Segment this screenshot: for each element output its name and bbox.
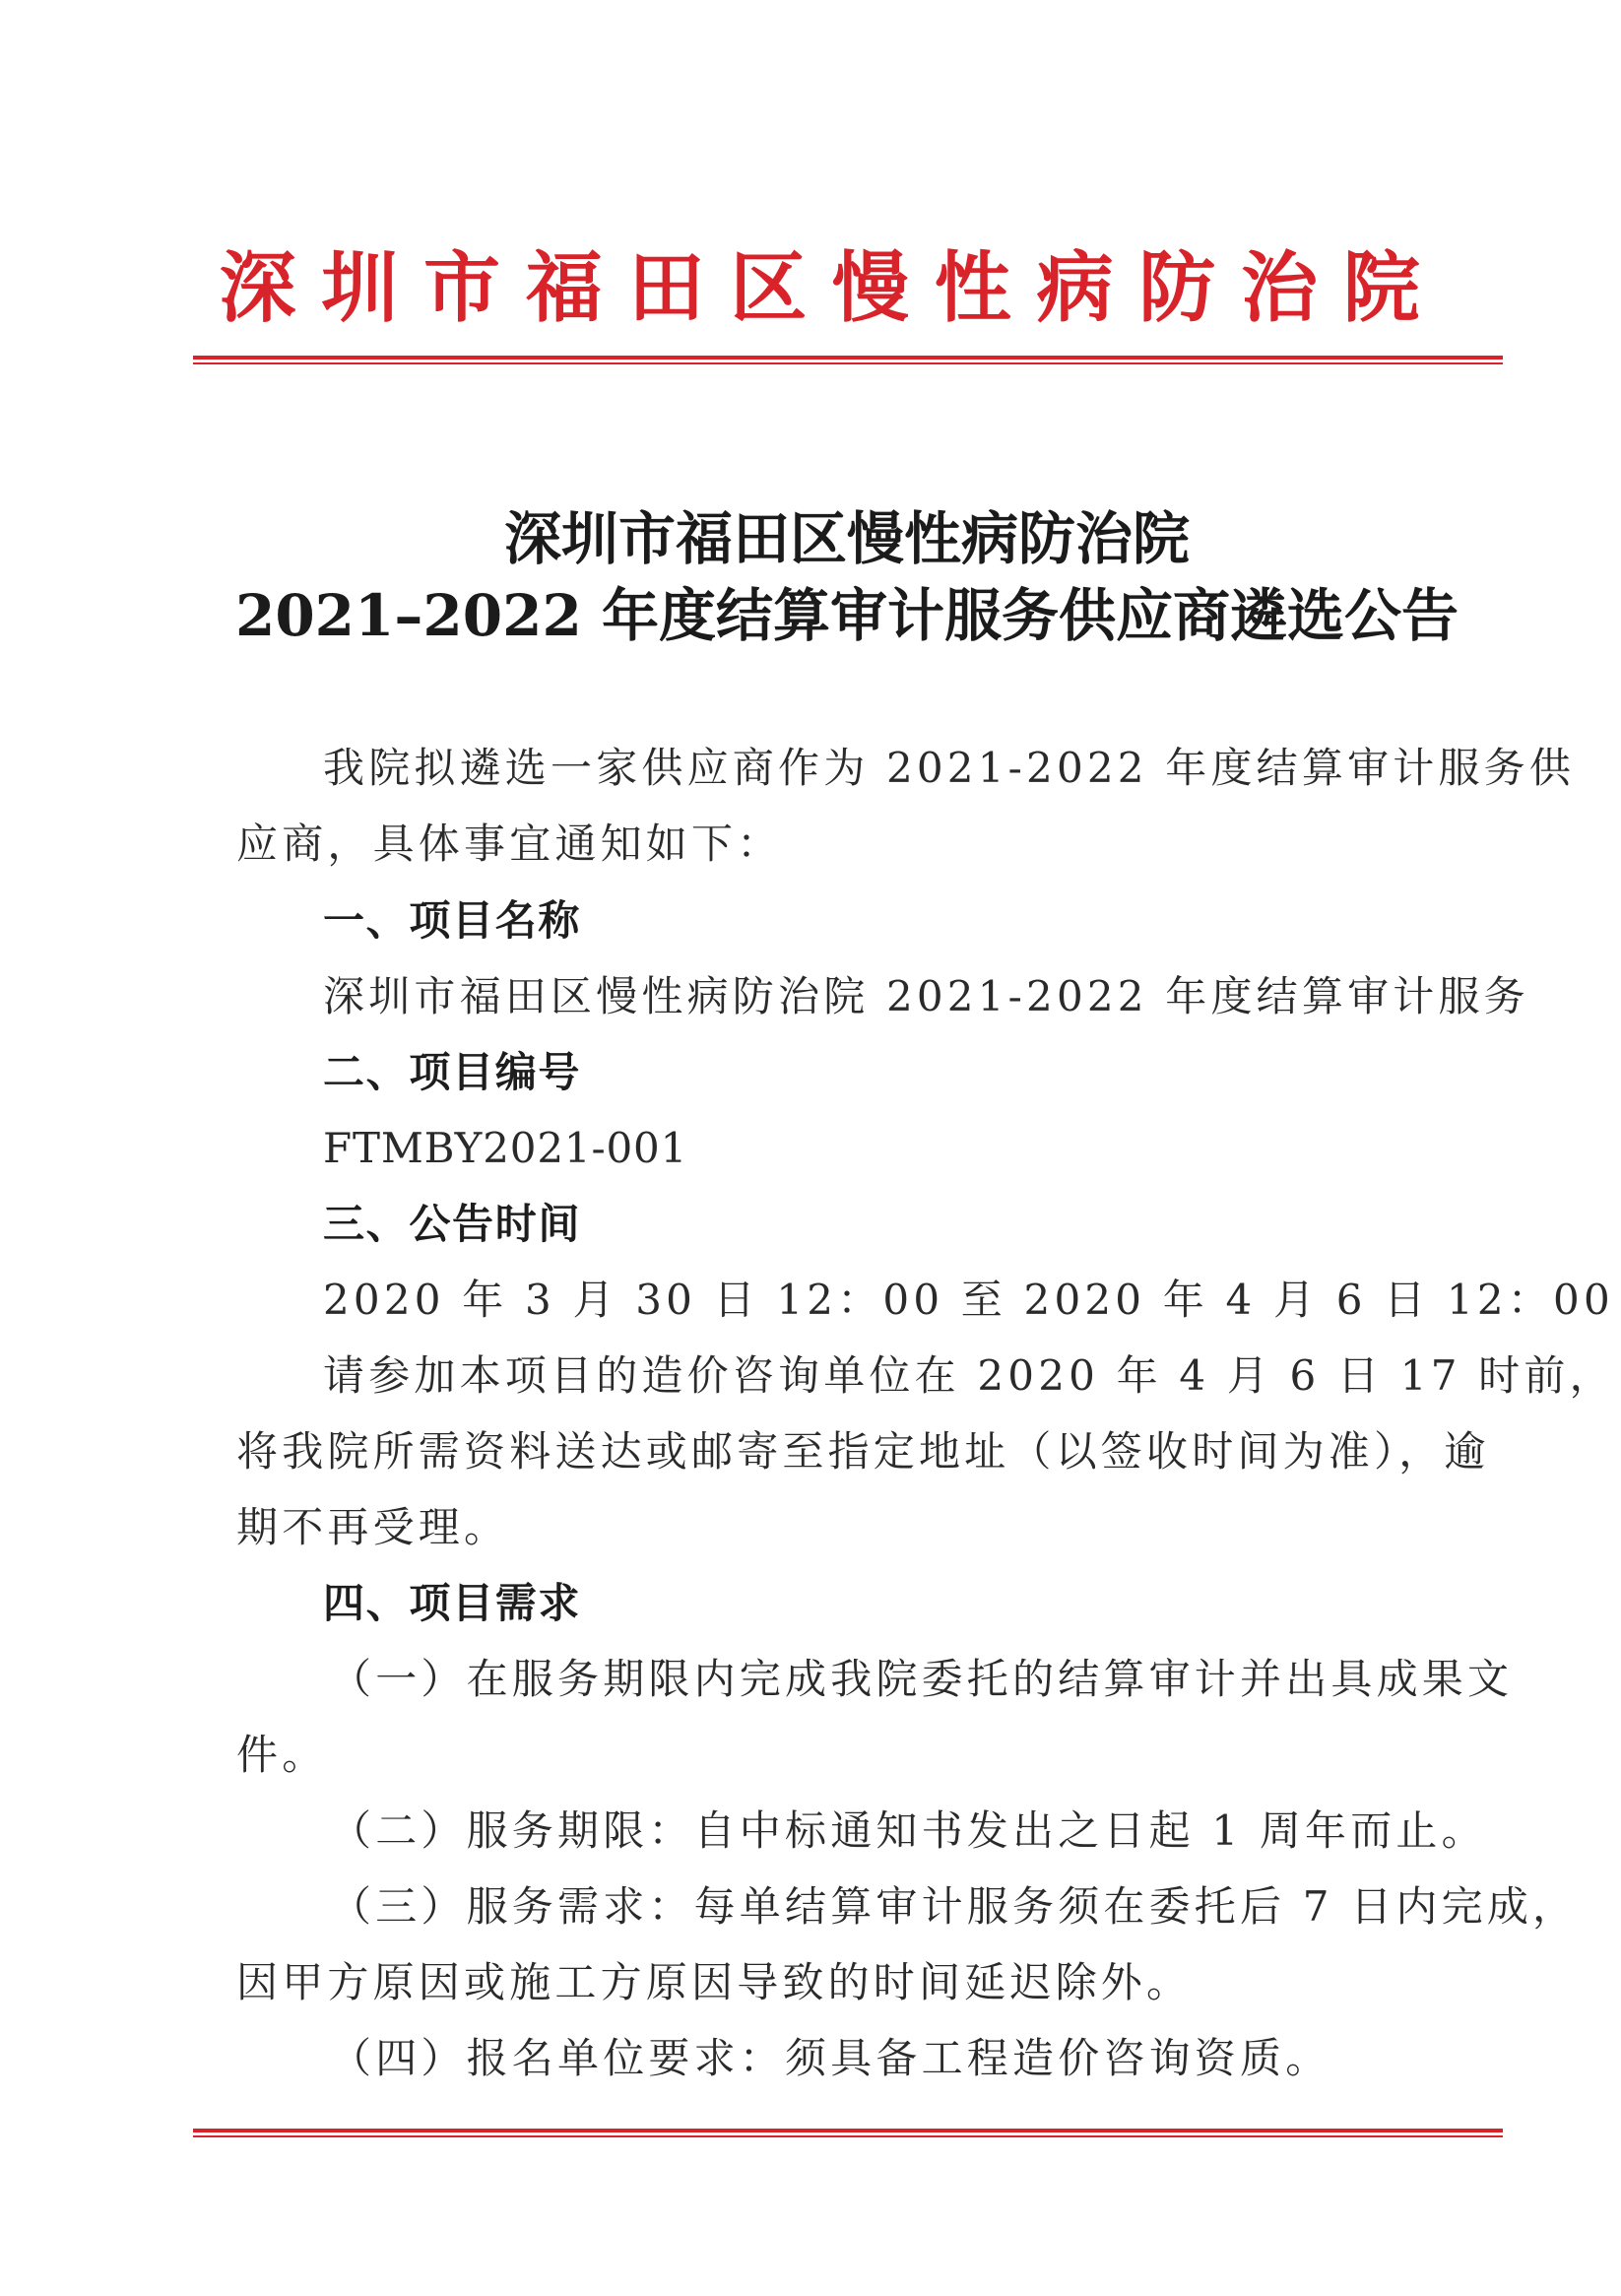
letterhead-divider xyxy=(193,356,1503,364)
footer-divider xyxy=(193,2129,1503,2137)
requirement-3-line2: 因甲方原因或施工方原因导致的时间延迟除外。 xyxy=(236,1958,1193,2006)
submission-paragraph-line2: 将我院所需资料送达或邮寄至指定地址（以签收时间为准），逾 xyxy=(236,1427,1490,1476)
submission-paragraph-line1: 请参加本项目的造价咨询单位在 2020 年 4 月 6 日 17 时前， xyxy=(323,1351,1615,1400)
requirement-1-line2: 件。 xyxy=(236,1731,328,1779)
submission-paragraph-line3: 期不再受理。 xyxy=(236,1503,510,1551)
project-name-text: 深圳市福田区慢性病防治院 2021-2022 年度结算审计服务 xyxy=(323,972,1529,1020)
letterhead-org-name: 深圳市福田区慢性病防治院 xyxy=(219,243,1446,333)
intro-paragraph-line2: 应商，具体事宜通知如下： xyxy=(236,820,783,868)
notice-title-line1: 深圳市福田区慢性病防治院 xyxy=(503,505,1190,572)
intro-paragraph-line1: 我院拟遴选一家供应商作为 2021-2022 年度结算审计服务供 xyxy=(323,744,1576,792)
project-number-text: FTMBY2021-001 xyxy=(323,1124,688,1172)
section-heading-project-number: 二、项目编号 xyxy=(323,1048,582,1096)
section-heading-notice-time: 三、公告时间 xyxy=(323,1200,582,1248)
requirement-2: （二）服务期限：自中标通知书发出之日起 1 周年而止。 xyxy=(330,1806,1487,1855)
notice-time-range: 2020 年 3 月 30 日 12：00 至 2020 年 4 月 6 日 12：00 xyxy=(323,1276,1614,1324)
section-heading-requirements: 四、项目需求 xyxy=(323,1579,582,1627)
section-heading-project-name: 一、项目名称 xyxy=(323,896,582,945)
notice-title-line2: 2021–2022 年度结算审计服务供应商遴选公告 xyxy=(234,582,1459,649)
requirement-3-line1: （三）服务需求：每单结算审计服务须在委托后 7 日内完成， xyxy=(330,1882,1579,1931)
requirement-1-line1: （一）在服务期限内完成我院委托的结算审计并出具成果文 xyxy=(330,1655,1514,1703)
requirement-4: （四）报名单位要求：须具备工程造价咨询资质。 xyxy=(330,2034,1331,2082)
